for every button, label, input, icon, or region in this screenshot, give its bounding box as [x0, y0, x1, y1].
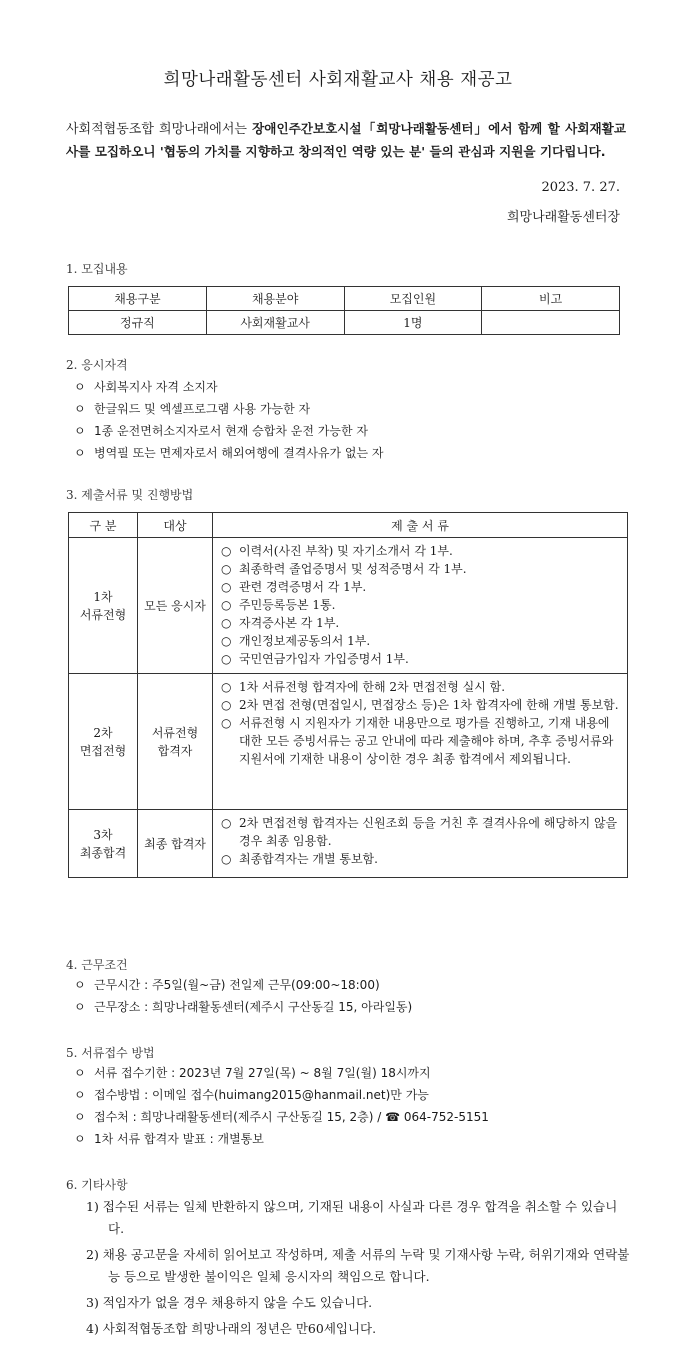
- work-conditions-list: [74, 974, 412, 1018]
- list-item: [74, 1128, 489, 1150]
- circle-icon: ○: [221, 634, 232, 648]
- circle-icon: ○: [221, 680, 232, 694]
- list-item-text: 근무장소 : 희망나래활동센터(제주시 구산동길 15, 아라일동): [94, 1000, 413, 1014]
- list-item-text: 1차 서류 합격자 발표 : 개별통보: [94, 1132, 264, 1146]
- list-item: [221, 814, 621, 850]
- list-item-text: 국민연금가입자 가입증명서 1부.: [239, 652, 409, 666]
- qualification-list: [74, 376, 384, 464]
- target-cell: 서류전형 합격자: [138, 674, 213, 810]
- list-item-text: 주민등록등본 1통.: [239, 598, 336, 612]
- bullet-icon: ㅇ: [74, 1066, 86, 1080]
- docs-cell: [213, 810, 628, 878]
- target-cell: 모든 응시자: [138, 538, 213, 674]
- list-item-text: 최종학력 졸업증명서 및 성적증명서 각 1부.: [239, 562, 467, 576]
- section-3-title: 3. 제출서류 및 진행방법: [66, 488, 194, 502]
- circle-icon: ○: [221, 598, 232, 612]
- list-item: [74, 376, 384, 398]
- bullet-icon: ㅇ: [74, 446, 86, 460]
- section-5-title: 5. 서류접수 방법: [66, 1046, 155, 1060]
- list-item: [221, 678, 621, 696]
- bullet-icon: ㅇ: [74, 402, 86, 416]
- application-method-list: [74, 1062, 489, 1150]
- list-item-text: 접수처 : 희망나래활동센터(제주시 구산동길 15, 2층) / ☎ 064-752-5151: [94, 1110, 489, 1124]
- list-item-text: 병역필 또는 면제자로서 해외여행에 결격사유가 없는 자: [94, 446, 384, 460]
- list-item: [221, 850, 621, 868]
- header-cell: 모집인원: [344, 287, 482, 311]
- bullet-icon: ㅇ: [74, 424, 86, 438]
- circle-icon: ○: [221, 580, 232, 594]
- page-title: 희망나래활동센터 사회재활교사 채용 재공고: [163, 70, 513, 90]
- target-cell: 최종 합격자: [138, 810, 213, 878]
- misc-notes-list: [86, 1196, 632, 1344]
- list-item: [74, 442, 384, 464]
- table-row: [69, 810, 628, 878]
- circle-icon: ○: [221, 852, 232, 866]
- circle-icon: ○: [221, 716, 232, 730]
- list-item-text: 서류 접수기한 : 2023년 7월 27일(목) ~ 8월 7일(월) 18시까지: [94, 1066, 431, 1080]
- list-item-text: 근무시간 : 주5일(월~금) 전일제 근무(09:00~18:00): [94, 978, 380, 992]
- list-item: 4) 사회적협동조합 희망나래의 정년은 만60세입니다.: [86, 1321, 377, 1336]
- stage-cell: 1차 서류전형: [69, 538, 138, 674]
- list-item-text: 이력서(사진 부착) 및 자기소개서 각 1부.: [239, 544, 453, 558]
- list-item: [221, 714, 621, 768]
- table-row: [69, 538, 628, 674]
- intro-org: 사회적협동조합 희망나래에서는: [66, 122, 253, 137]
- table-cell: 사회재활교사: [206, 311, 344, 335]
- list-item: [221, 632, 621, 650]
- circle-icon: ○: [221, 698, 232, 712]
- list-item-text: 최종합격자는 개별 통보함.: [239, 852, 378, 866]
- list-item-text: 2차 면접 전형(면접일시, 면접장소 등)은 1차 합격자에 한해 개별 통보함.: [239, 698, 619, 712]
- list-item-text: 서류전형 시 지원자가 기재한 내용만으로 평가를 진행하고, 기재 내용에 대한 모든 증빙서류는 공고 안내에 따라 제출해야 하며, 추후 증빙서류와 지원서에 기재한 내용이 상이한 경우 최종 합격에서 제외됩니다.: [239, 716, 614, 766]
- header-cell: 대상: [138, 513, 213, 538]
- bullet-icon: ㅇ: [74, 1000, 86, 1014]
- bullet-icon: ㅇ: [74, 1110, 86, 1124]
- table-cell: 1명: [344, 311, 482, 335]
- table-row: [69, 674, 628, 810]
- list-item-text: 사회복지사 자격 소지자: [94, 380, 218, 394]
- list-item: [74, 1062, 489, 1084]
- bullet-icon: ㅇ: [74, 380, 86, 394]
- notice-date: 2023. 7. 27.: [541, 180, 620, 195]
- list-item: [74, 398, 384, 420]
- header-cell: 채용구분: [69, 287, 207, 311]
- intro-paragraph: [66, 118, 626, 164]
- table-header-row: [69, 287, 620, 311]
- bullet-icon: ㅇ: [74, 1132, 86, 1146]
- list-item-text: 개인정보제공동의서 1부.: [239, 634, 371, 648]
- process-table: [68, 512, 628, 878]
- section-4-title: 4. 근무조건: [66, 958, 128, 972]
- list-item: 1) 접수된 서류는 일체 반환하지 않으며, 기재된 내용이 사실과 다른 경우 합격을 취소할 수 있습니다.: [86, 1199, 618, 1236]
- notice-signature: 희망나래활동센터장: [506, 210, 620, 225]
- circle-icon: ○: [221, 544, 232, 558]
- table-row: [69, 311, 620, 335]
- list-item-text: 1차 서류전형 합격자에 한해 2차 면접전형 실시 함.: [239, 680, 506, 694]
- list-item: [221, 650, 621, 668]
- section-1-title: 1. 모집내용: [66, 262, 128, 276]
- list-item-text: 접수방법 : 이메일 접수(huimang2015@hanmail.net)만 가능: [94, 1088, 429, 1102]
- list-item: 3) 적임자가 없을 경우 채용하지 않을 수도 있습니다.: [86, 1295, 373, 1310]
- list-item: [74, 1106, 489, 1128]
- list-item: [221, 542, 621, 560]
- table-cell: [482, 311, 620, 335]
- stage-cell: 2차 면접전형: [69, 674, 138, 810]
- list-item-text: 관련 경력증명서 각 1부.: [239, 580, 367, 594]
- list-item-text: 1종 운전면허소지자로서 현재 승합차 운전 가능한 자: [94, 424, 368, 438]
- list-item: [74, 1084, 489, 1106]
- list-item: [221, 578, 621, 596]
- docs-cell: [213, 538, 628, 674]
- bullet-icon: ㅇ: [74, 978, 86, 992]
- bullet-icon: ㅇ: [74, 1088, 86, 1102]
- list-item: [221, 696, 621, 714]
- table-header-row: [69, 513, 628, 538]
- list-item: [74, 996, 412, 1018]
- list-item: [221, 560, 621, 578]
- list-item-text: 2차 면접전형 합격자는 신원조회 등을 거친 후 결격사유에 해당하지 않을 경우 최종 임용함.: [239, 816, 618, 848]
- list-item: [221, 596, 621, 614]
- circle-icon: ○: [221, 616, 232, 630]
- list-item-text: 자격증사본 각 1부.: [239, 616, 340, 630]
- stage-cell: 3차 최종합격: [69, 810, 138, 878]
- section-6-title: 6. 기타사항: [66, 1178, 128, 1192]
- circle-icon: ○: [221, 652, 232, 666]
- list-item: [221, 614, 621, 632]
- circle-icon: ○: [221, 562, 232, 576]
- header-cell: 채용분야: [206, 287, 344, 311]
- table-cell: 정규직: [69, 311, 207, 335]
- header-cell: 제 출 서 류: [213, 513, 628, 538]
- circle-icon: ○: [221, 816, 232, 830]
- section-2-title: 2. 응시자격: [66, 358, 128, 372]
- list-item-text: 한글워드 및 엑셀프로그램 사용 가능한 자: [94, 402, 311, 416]
- recruitment-table: [68, 286, 620, 335]
- list-item: [74, 420, 384, 442]
- list-item: 2) 채용 공고문을 자세히 읽어보고 작성하며, 제출 서류의 누락 및 기재사항 누락, 허위기재와 연락불능 등으로 발생한 불이익은 일체 응시자의 책임으로 합니다.: [86, 1247, 630, 1284]
- intro-body: 장애인주간보호시설「희망나래활동센터」에서 함께 할 사회재활교사를 모집하오니 '협동의 가치를 지향하고 창의적인 역량 있는 분' 들의 관심과 지원을 기다립니다.: [66, 121, 627, 159]
- header-cell: 비고: [482, 287, 620, 311]
- docs-cell: [213, 674, 628, 810]
- header-cell: 구 분: [69, 513, 138, 538]
- list-item: [74, 974, 412, 996]
